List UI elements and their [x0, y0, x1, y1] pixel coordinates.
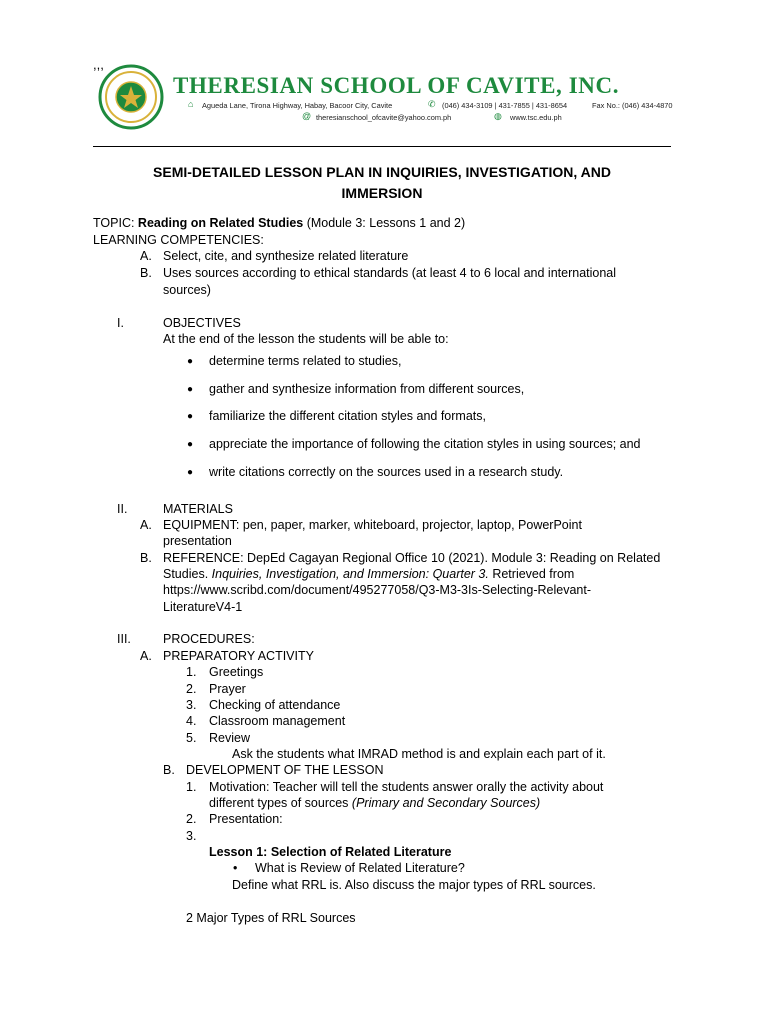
reference-retrieved: Retrieved from [488, 567, 575, 581]
document-title-line1: SEMI-DETAILED LESSON PLAN IN INQUIRIES, INVESTIGATION, AND [153, 164, 611, 180]
competency-b-text: Uses sources according to ethical standards (at least 4 to 6 local and international [163, 266, 617, 280]
materials-equipment: EQUIPMENT: pen, paper, marker, whiteboard, projector, laptop, PowerPoint [163, 518, 582, 532]
phone-icon: ✆ [428, 99, 436, 109]
competency-a-marker: A. [140, 249, 152, 263]
objective-item-3: familiarize the different citation styles and formats, [209, 409, 486, 423]
prep-item-text: Checking of attendance [209, 698, 341, 712]
preparatory-marker: A. [140, 649, 152, 663]
objective-bullet: ● [187, 384, 194, 395]
topic-module: (Module 3: Lessons 1 and 2) [303, 216, 466, 230]
objective-item-1: determine terms related to studies, [209, 354, 402, 368]
reference-url: https://www.scribd.com/document/495277058/Q3-M3-3Is-Selecting-Relevant- [163, 583, 591, 597]
school-email: theresianschool_ofcavite@yahoo.com.ph [316, 113, 452, 122]
objectives-numeral: I. [117, 316, 124, 330]
objective-item-5: write citations correctly on the sources used in a research study. [209, 465, 564, 479]
school-fax: Fax No.: (046) 434-4870 [592, 101, 673, 110]
objectives-intro: At the end of the lesson the students will be able to: [163, 332, 449, 346]
motivation-sources: different types of sources [209, 796, 352, 810]
review-detail: Ask the students what IMRAD method is and explain each part of it. [232, 747, 606, 761]
development-heading: DEVELOPMENT OF THE LESSON [186, 763, 384, 777]
objective-item-4: appreciate the importance of following the citation styles in using sources; and [209, 437, 641, 451]
dev-item-number: 2. [186, 812, 197, 826]
prep-item-number: 4. [186, 714, 197, 728]
school-phones: (046) 434-3109 | 431-7855 | 431-8654 [442, 101, 568, 110]
topic-line [93, 216, 465, 230]
presentation-text: Presentation: [209, 812, 283, 826]
prep-item-text: Review [209, 731, 250, 745]
objective-item-2: gather and synthesize information from different sources, [209, 382, 525, 396]
lesson1-title: Lesson 1: Selection of Related Literature [209, 845, 452, 859]
school-seal-logo [98, 64, 164, 130]
competencies-label: LEARNING COMPETENCIES: [93, 233, 264, 247]
prep-item-number: 2. [186, 682, 197, 696]
prep-item-number: 1. [186, 665, 197, 679]
email-icon: @ [302, 111, 312, 121]
motivation-text: Motivation: Teacher will tell the students answer orally the activity about [209, 780, 604, 794]
materials-reference-line2 [163, 567, 574, 581]
motivation-source-types: (Primary and Secondary Sources) [351, 796, 541, 810]
materials-a-marker: A. [140, 518, 152, 532]
prep-item-text: Prayer [209, 682, 246, 696]
stray-marks: ,,, [93, 57, 104, 72]
materials-reference: REFERENCE: DepEd Cagayan Regional Office 10 (2021). Module 3: Reading on Related [163, 551, 661, 565]
prep-item-number: 5. [186, 731, 197, 745]
competency-b-marker: B. [140, 266, 152, 280]
reference-url-cont: LiteratureV4-1 [163, 600, 243, 614]
lesson1-definition: Define what RRL is. Also discuss the major types of RRL sources. [232, 878, 596, 892]
topic-label: TOPIC: [93, 216, 138, 230]
development-marker: B. [163, 763, 175, 777]
home-icon: ⌂ [188, 99, 194, 109]
objective-bullet: ● [187, 356, 194, 367]
objective-bullet: ● [187, 411, 194, 422]
objective-bullet: ● [187, 467, 194, 478]
motivation-text-cont [209, 796, 540, 810]
preparatory-heading: PREPARATORY ACTIVITY [163, 649, 314, 663]
prep-item-text: Classroom management [209, 714, 346, 728]
procedures-heading: PROCEDURES: [163, 632, 255, 646]
topic-title: Reading on Related Studies [137, 216, 304, 230]
reference-studies: Studies. [163, 567, 212, 581]
lesson1-bullet: • [233, 861, 238, 875]
objectives-heading: OBJECTIVES [163, 316, 241, 330]
materials-b-marker: B. [140, 551, 152, 565]
lesson1-question: What is Review of Related Literature? [255, 861, 465, 875]
competency-a-text: Select, cite, and synthesize related literature [163, 249, 409, 263]
materials-heading: MATERIALS [163, 502, 233, 516]
procedures-numeral: III. [117, 632, 131, 646]
objective-bullet: ● [187, 439, 194, 450]
reference-book-title: Inquiries, Investigation, and Immersion: Quarter 3. [211, 567, 489, 581]
globe-icon: ◍ [494, 111, 502, 121]
dev-item-number: 1. [186, 780, 197, 794]
prep-item-text: Greetings [209, 665, 264, 679]
rrl-types-heading: 2 Major Types of RRL Sources [186, 911, 356, 925]
competency-b-text-cont: sources) [163, 283, 211, 297]
prep-item-number: 3. [186, 698, 197, 712]
header-divider [93, 146, 671, 147]
materials-numeral: II. [117, 502, 128, 516]
dev-item-number: 3. [186, 829, 197, 843]
school-name: THERESIAN SCHOOL OF CAVITE, INC. [173, 73, 620, 98]
document-title-line2: IMMERSION [341, 185, 423, 201]
materials-equipment-cont: presentation [163, 534, 232, 548]
school-website: www.tsc.edu.ph [510, 113, 562, 122]
school-address: Agueda Lane, Tirona Highway, Habay, Bacoor City, Cavite [202, 101, 393, 110]
